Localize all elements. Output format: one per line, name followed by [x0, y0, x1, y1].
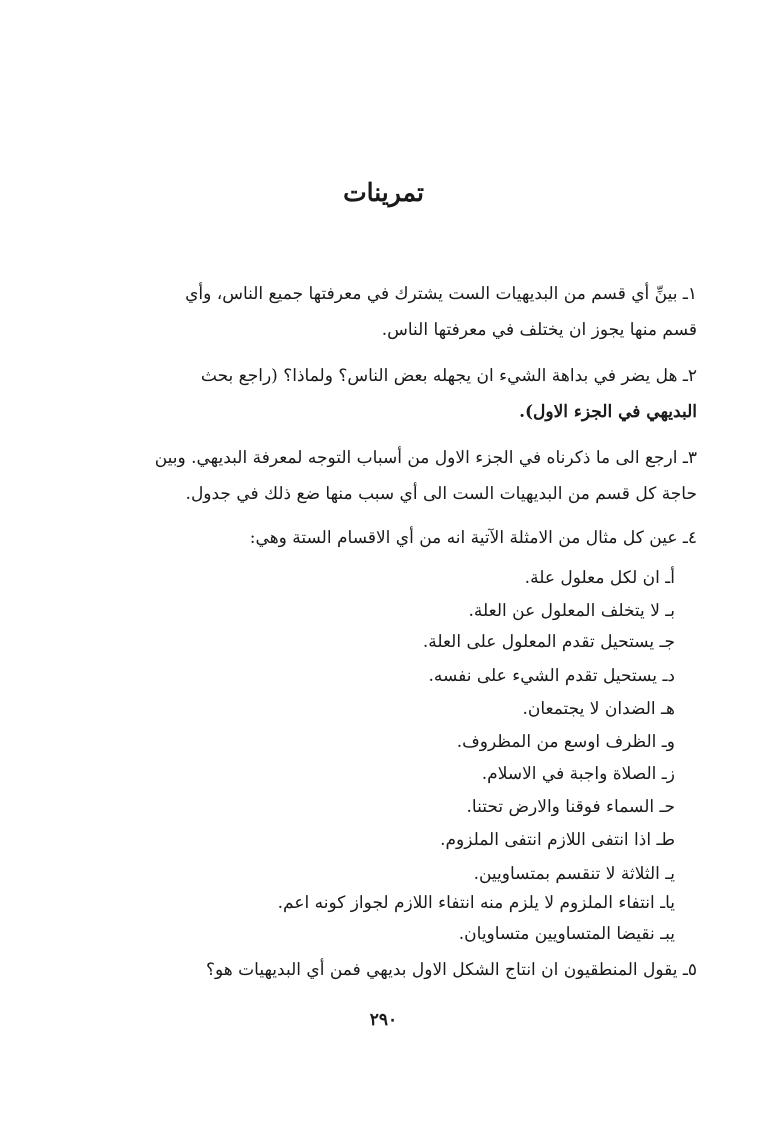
exercise-1-line-1: ١ـ بينِّ أي قسم من البديهيات الست يشترك في معرفتها جميع الناس، وأي — [185, 284, 697, 304]
exercise-2-line-2: البديهي في الجزء الاول). — [519, 402, 697, 422]
exercise-5-line-1: ٥ـ يقول المنطقيون ان انتاج الشكل الاول بديهي فمن أي البديهيات هو؟ — [205, 960, 697, 980]
page-number: ٢٩٠ — [369, 1010, 398, 1030]
exercise-3-line-1: ٣ـ ارجع الى ما ذكرناه في الجزء الاول من أسباب التوجه لمعرفة البديهي. وبين — [154, 448, 697, 468]
exercise-4-line-1: ٤ـ عين كل مثال من الامثلة الآتية انه من أي الاقسام الستة وهي: — [249, 528, 697, 548]
exercise-4-item: ياـ انتفاء الملزوم لا يلزم منه انتفاء اللازم لجواز كونه اعم. — [277, 893, 675, 913]
exercise-4-item: وـ الظرف اوسع من المظروف. — [456, 732, 675, 752]
page-title: تمرينات — [343, 178, 424, 207]
exercise-4-item: جـ يستحيل تقدم المعلول على العلة. — [422, 632, 675, 652]
exercise-4-item: زـ الصلاة واجبة في الاسلام. — [481, 764, 675, 784]
exercise-4-item: هـ الضدان لا يجتمعان. — [522, 699, 675, 719]
exercise-1-line-2: قسم منها يجوز ان يختلف في معرفتها الناس. — [381, 320, 697, 340]
exercise-3-line-2: حاجة كل قسم من البديهيات الست الى أي سبب منها ضع ذلك في جدول. — [185, 484, 697, 504]
exercise-4-item: يبـ نقيضا المتساويين متساويان. — [458, 924, 675, 944]
exercise-2-line-1: ٢ـ هل يضر في بداهة الشيء ان يجهله بعض الناس؟ ولماذا؟ (راجع بحث — [200, 366, 697, 386]
exercise-4-item: دـ يستحيل تقدم الشيء على نفسه. — [428, 666, 675, 686]
exercise-4-item: بـ لا يتخلف المعلول عن العلة. — [468, 601, 675, 621]
exercise-4-item: يـ الثلاثة لا تنقسم بمتساويين. — [473, 864, 675, 884]
exercise-4-item: حـ السماء فوقنا والارض تحتنا. — [466, 797, 675, 817]
exercise-4-item: طـ اذا انتفى اللازم انتفى الملزوم. — [440, 830, 675, 850]
exercise-4-item: أـ ان لكل معلول علة. — [524, 568, 675, 588]
